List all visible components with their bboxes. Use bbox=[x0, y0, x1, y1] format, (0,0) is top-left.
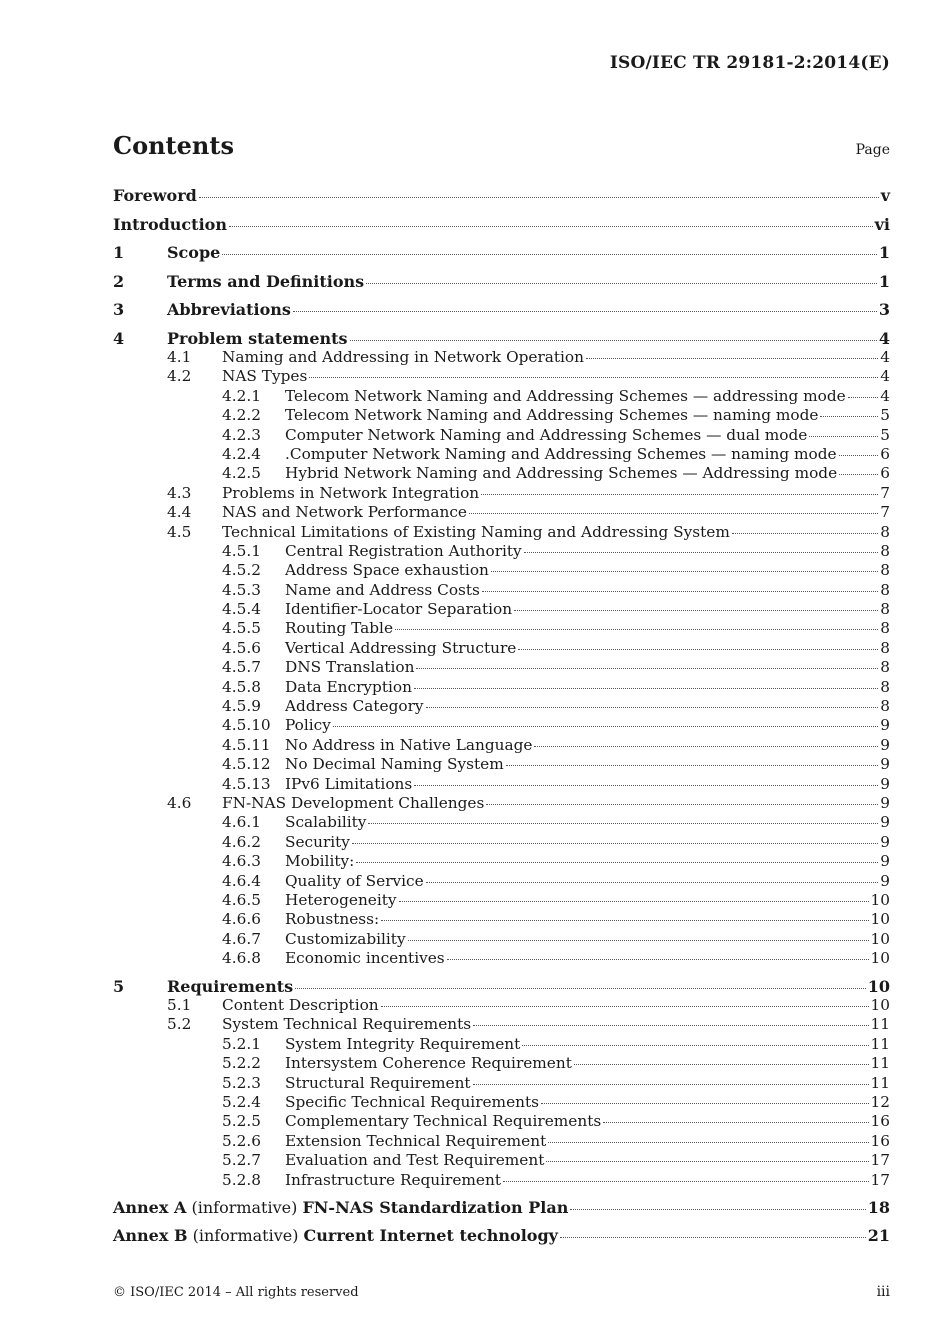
toc-entry-title: Identifier-Locator Separation bbox=[285, 600, 513, 619]
toc-entry[interactable] bbox=[113, 852, 890, 871]
toc-entry-page: 8 bbox=[880, 677, 890, 696]
dot-leader bbox=[395, 629, 878, 630]
dot-leader bbox=[548, 1142, 868, 1143]
toc-entry-page: 5 bbox=[880, 425, 890, 444]
toc-entry[interactable] bbox=[113, 775, 890, 794]
toc-entry-title: Requirements bbox=[167, 976, 294, 996]
dot-leader bbox=[546, 1161, 868, 1162]
toc-entry-number: 4.2.2 bbox=[222, 406, 261, 425]
dot-leader bbox=[381, 1006, 869, 1007]
toc-entry[interactable] bbox=[113, 639, 890, 658]
toc-entry-page: 11 bbox=[870, 1054, 890, 1073]
toc-entry[interactable] bbox=[113, 367, 890, 386]
toc-entry-page: 6 bbox=[880, 464, 890, 483]
dot-leader bbox=[416, 668, 878, 669]
toc-entry-number: 4.5 bbox=[167, 522, 192, 541]
toc-entry-page: 9 bbox=[880, 735, 890, 754]
toc-entry-title: IPv6 Limitations bbox=[285, 774, 413, 793]
dot-leader bbox=[570, 1209, 865, 1210]
toc-entry-title: Data Encryption bbox=[285, 677, 412, 696]
toc-entry[interactable] bbox=[113, 930, 890, 949]
dot-leader bbox=[522, 1045, 868, 1046]
toc-entry-page: 18 bbox=[867, 1197, 890, 1217]
toc-entry-title: Content Description bbox=[222, 996, 379, 1014]
dot-leader bbox=[295, 988, 866, 989]
toc-entry-title: Policy bbox=[285, 716, 331, 735]
toc-entry-page: 9 bbox=[880, 755, 890, 774]
page-title: Contents bbox=[113, 131, 234, 160]
toc-entry[interactable] bbox=[113, 736, 890, 755]
toc-entry-title: No Address in Native Language bbox=[285, 735, 533, 754]
toc-entry-title: Routing Table bbox=[285, 619, 393, 638]
toc-entry-number: 4.3 bbox=[167, 483, 192, 502]
toc-entry-number: 5.2.6 bbox=[222, 1131, 261, 1150]
toc-entry-number: 4.5.9 bbox=[222, 697, 261, 716]
toc-entry-page: 10 bbox=[870, 929, 890, 948]
toc-entry[interactable] bbox=[113, 600, 890, 619]
dot-leader bbox=[524, 552, 879, 553]
toc-entry-title: Problem statements bbox=[167, 328, 348, 348]
toc-entry-number: 4 bbox=[113, 328, 125, 348]
annex-type: (informative) bbox=[186, 1197, 303, 1217]
toc-entry-number: 4.5.3 bbox=[222, 580, 261, 599]
toc-entry-title: FN-NAS Development Challenges bbox=[222, 793, 485, 812]
dot-leader bbox=[473, 1025, 868, 1026]
toc-entry-title: Central Registration Authority bbox=[285, 541, 522, 560]
toc-entry[interactable] bbox=[113, 1171, 890, 1190]
toc-entry-page: 3 bbox=[878, 300, 890, 319]
toc-entry-page: 8 bbox=[880, 522, 890, 541]
toc-entry[interactable] bbox=[113, 1112, 890, 1131]
dot-leader bbox=[514, 610, 878, 611]
toc-entry-number: 4.2.5 bbox=[222, 464, 261, 483]
toc-entry-page: 4 bbox=[880, 386, 890, 405]
dot-leader bbox=[732, 533, 878, 534]
toc-entry-number: 5.2.3 bbox=[222, 1073, 261, 1092]
toc-entry[interactable] bbox=[113, 581, 890, 600]
toc-entry-page: 9 bbox=[880, 871, 890, 890]
toc-entry-number: 4.6.5 bbox=[222, 890, 261, 909]
toc-entry-number: 4.5.1 bbox=[222, 541, 261, 560]
toc-entry-page: 8 bbox=[880, 619, 890, 638]
toc-entry[interactable] bbox=[113, 445, 890, 464]
toc-entry-title: System Technical Requirements bbox=[222, 1015, 472, 1034]
toc-entry[interactable] bbox=[113, 1054, 890, 1073]
toc-entry-page: 11 bbox=[870, 1034, 890, 1053]
toc-entry[interactable] bbox=[113, 1226, 890, 1255]
toc-entry-title: Hybrid Network Naming and Addressing Schemes — Addressing mode bbox=[285, 464, 838, 483]
toc-entry[interactable] bbox=[113, 484, 890, 503]
toc-entry-page: 9 bbox=[880, 774, 890, 793]
toc-entry[interactable] bbox=[113, 186, 890, 215]
toc-entry[interactable] bbox=[113, 949, 890, 968]
toc-entry-title: Intersystem Coherence Requirement bbox=[285, 1054, 572, 1073]
toc-entry[interactable] bbox=[113, 426, 890, 445]
dot-leader bbox=[222, 254, 877, 255]
toc-entry-page: 21 bbox=[867, 1226, 890, 1246]
dot-leader bbox=[352, 843, 878, 844]
dot-leader bbox=[309, 377, 878, 378]
toc-entry-title: NAS Types bbox=[222, 367, 308, 386]
toc-entry[interactable] bbox=[113, 300, 890, 329]
dot-leader bbox=[586, 358, 878, 359]
toc-entry[interactable] bbox=[113, 387, 890, 406]
toc-entry-number: 4.5.11 bbox=[222, 735, 271, 754]
toc-entry-number: 4.1 bbox=[167, 348, 192, 366]
toc-entry-page: 9 bbox=[880, 852, 890, 871]
toc-entry-number: 4.5.5 bbox=[222, 619, 261, 638]
toc-entry[interactable] bbox=[113, 619, 890, 638]
toc-entry[interactable] bbox=[113, 503, 890, 522]
toc-entry-title: Customizability bbox=[285, 929, 406, 948]
toc-entry-number: 5.2 bbox=[167, 1015, 192, 1034]
toc-entry-title bbox=[113, 1226, 558, 1246]
dot-leader bbox=[229, 226, 873, 227]
dot-leader bbox=[534, 746, 878, 747]
toc-entry-page: 8 bbox=[880, 541, 890, 560]
toc-entry-title: Evaluation and Test Requirement bbox=[285, 1151, 545, 1170]
toc-entry-number: 4.5.4 bbox=[222, 600, 261, 619]
dot-leader bbox=[399, 901, 869, 902]
toc-entry-page: 4 bbox=[880, 348, 890, 366]
toc-entry-number: 2 bbox=[113, 271, 125, 291]
toc-entry[interactable] bbox=[113, 891, 890, 910]
toc-entry-page: 11 bbox=[870, 1073, 890, 1092]
toc-entry-title: Introduction bbox=[113, 214, 227, 234]
toc-entry-number: 4.2 bbox=[167, 367, 192, 386]
toc-entry[interactable] bbox=[113, 1035, 890, 1054]
toc-entry-page: 12 bbox=[870, 1092, 890, 1111]
dot-leader bbox=[366, 283, 877, 284]
toc-entry-title: Foreword bbox=[113, 186, 197, 205]
toc-entry-page: 17 bbox=[870, 1151, 890, 1170]
toc-entry-number: 4.6.6 bbox=[222, 910, 261, 929]
toc-entry-title: Economic incentives bbox=[285, 949, 445, 968]
annex-type: (informative) bbox=[187, 1226, 304, 1246]
dot-leader bbox=[486, 804, 878, 805]
toc-entry[interactable] bbox=[113, 678, 890, 697]
toc-entry-number: 5.1 bbox=[167, 996, 192, 1014]
toc-entry-title: Abbreviations bbox=[167, 300, 291, 319]
dot-leader bbox=[333, 726, 878, 727]
toc-entry-number: 4.2.1 bbox=[222, 386, 261, 405]
toc-entry[interactable] bbox=[113, 658, 890, 677]
dot-leader bbox=[447, 959, 869, 960]
toc-entry-title: DNS Translation bbox=[285, 658, 415, 677]
toc-entry[interactable] bbox=[113, 697, 890, 716]
dot-leader bbox=[574, 1064, 869, 1065]
toc-entry-title: System Integrity Requirement bbox=[285, 1034, 521, 1053]
toc-entry[interactable] bbox=[113, 464, 890, 483]
toc-entry-page: 9 bbox=[880, 793, 890, 812]
toc-entry[interactable] bbox=[113, 1074, 890, 1093]
toc-entry-number: 4.5.8 bbox=[222, 677, 261, 696]
toc-entry-title bbox=[113, 1198, 568, 1218]
toc-entry-title: Telecom Network Naming and Addressing Schemes — addressing mode bbox=[285, 386, 846, 405]
dot-leader bbox=[839, 455, 879, 456]
dot-leader bbox=[414, 688, 878, 689]
toc-entry-page: 8 bbox=[880, 697, 890, 716]
toc-entry[interactable] bbox=[113, 996, 890, 1015]
toc-entry-title: Address Category bbox=[285, 697, 424, 716]
toc-entry-page: 5 bbox=[880, 406, 890, 425]
toc-entry[interactable] bbox=[113, 243, 890, 272]
toc-entry-title: Robustness: bbox=[285, 910, 380, 929]
annex-label: Annex A bbox=[113, 1197, 187, 1217]
toc-entry-number: 5.2.8 bbox=[222, 1170, 261, 1189]
toc-entry-title: .Computer Network Naming and Addressing Schemes — naming mode bbox=[285, 444, 837, 463]
page-column-label: Page bbox=[855, 142, 890, 158]
dot-leader bbox=[603, 1122, 868, 1123]
dot-leader bbox=[506, 765, 879, 766]
toc-entry-number: 4.6.7 bbox=[222, 929, 261, 948]
dot-leader bbox=[473, 1084, 869, 1085]
toc-entry-page: 4 bbox=[880, 367, 890, 386]
toc-entry-number: 4.5.10 bbox=[222, 716, 271, 735]
dot-leader bbox=[848, 397, 879, 398]
toc-entry-page: 10 bbox=[870, 890, 890, 909]
toc-entry-number: 5.2.2 bbox=[222, 1054, 261, 1073]
toc-entry-title: NAS and Network Performance bbox=[222, 503, 467, 522]
dot-leader bbox=[426, 882, 879, 883]
toc-entry[interactable] bbox=[113, 716, 890, 735]
toc-entry-page: 8 bbox=[880, 580, 890, 599]
toc-entry-number: 4.2.4 bbox=[222, 444, 261, 463]
toc-entry-page: 7 bbox=[880, 483, 890, 502]
toc-entry[interactable] bbox=[113, 348, 890, 367]
dot-leader bbox=[368, 823, 878, 824]
toc-entry[interactable] bbox=[113, 1015, 890, 1034]
toc-entry-title: Structural Requirement bbox=[285, 1073, 471, 1092]
toc-entry-number: 4.5.6 bbox=[222, 638, 261, 657]
toc-entry-title: Computer Network Naming and Addressing Schemes — dual mode bbox=[285, 425, 808, 444]
toc-entry-number: 5.2.7 bbox=[222, 1151, 261, 1170]
dot-leader bbox=[293, 311, 877, 312]
dot-leader bbox=[839, 474, 878, 475]
toc-entry-page: 9 bbox=[880, 813, 890, 832]
toc-entry-title: Mobility: bbox=[285, 852, 355, 871]
toc-entry-title: Infrastructure Requirement bbox=[285, 1170, 501, 1189]
dot-leader bbox=[481, 494, 878, 495]
toc-entry-title: Heterogeneity bbox=[285, 890, 397, 909]
dot-leader bbox=[414, 785, 878, 786]
dot-leader bbox=[541, 1103, 869, 1104]
toc-entry-title: Specific Technical Requirements bbox=[285, 1092, 539, 1111]
toc-entry[interactable] bbox=[113, 523, 890, 542]
toc-entry-number: 4.5.13 bbox=[222, 774, 271, 793]
toc-entry-page: 1 bbox=[878, 243, 890, 262]
toc-entry-title: Naming and Addressing in Network Operation bbox=[222, 348, 584, 366]
toc-entry-number: 4.2.3 bbox=[222, 425, 261, 444]
toc-entry-page: 17 bbox=[870, 1170, 890, 1189]
toc-entry-number: 4.5.12 bbox=[222, 755, 271, 774]
toc-entry-number: 3 bbox=[113, 300, 125, 319]
toc-entry[interactable] bbox=[113, 272, 890, 301]
toc-entry[interactable] bbox=[113, 755, 890, 774]
toc-entry-page: v bbox=[880, 186, 890, 205]
toc-entry-title: Quality of Service bbox=[285, 871, 424, 890]
toc-entry[interactable] bbox=[113, 1093, 890, 1112]
dot-leader bbox=[426, 707, 879, 708]
toc-entry[interactable] bbox=[113, 833, 890, 852]
toc-entry-number: 4.6.8 bbox=[222, 949, 261, 968]
annex-title: Current Internet technology bbox=[303, 1226, 558, 1246]
toc-entry-number: 5.2.5 bbox=[222, 1112, 261, 1131]
dot-leader bbox=[560, 1237, 866, 1238]
toc-entry-title: Terms and Definitions bbox=[167, 271, 365, 291]
toc-entry-page: 16 bbox=[870, 1131, 890, 1150]
toc-entry-number: 4.5.2 bbox=[222, 561, 261, 580]
annex-title: FN-NAS Standardization Plan bbox=[302, 1197, 569, 1217]
annex-label: Annex B bbox=[113, 1226, 188, 1246]
toc-entry-title: Scope bbox=[167, 243, 221, 262]
toc-entry-number: 5.2.1 bbox=[222, 1034, 261, 1053]
table-of-contents bbox=[113, 186, 890, 1255]
toc-entry-title: Complementary Technical Requirements bbox=[285, 1112, 602, 1131]
toc-entry-number: 4.6 bbox=[167, 793, 192, 812]
toc-entry-page: 9 bbox=[880, 716, 890, 735]
toc-entry-page: 8 bbox=[880, 561, 890, 580]
toc-entry[interactable] bbox=[113, 813, 890, 832]
toc-entry-page: 10 bbox=[870, 910, 890, 929]
toc-entry-number: 4.5.7 bbox=[222, 658, 261, 677]
dot-leader bbox=[503, 1181, 869, 1182]
toc-entry-title: Vertical Addressing Structure bbox=[285, 638, 517, 657]
toc-entry[interactable] bbox=[113, 872, 890, 891]
dot-leader bbox=[518, 649, 878, 650]
toc-entry-page: 7 bbox=[880, 503, 890, 522]
toc-entry[interactable] bbox=[113, 794, 890, 813]
dot-leader bbox=[809, 436, 878, 437]
toc-entry-page: 8 bbox=[880, 600, 890, 619]
toc-entry-page: 10 bbox=[870, 949, 890, 968]
toc-entry-page: 8 bbox=[880, 638, 890, 657]
toc-entry-title: Problems in Network Integration bbox=[222, 483, 480, 502]
toc-entry-title: Technical Limitations of Existing Naming and Addressing System bbox=[222, 522, 730, 541]
toc-entry-title: No Decimal Naming System bbox=[285, 755, 504, 774]
toc-entry-page: vi bbox=[874, 214, 890, 234]
page-number: iii bbox=[876, 1284, 890, 1300]
toc-entry-number: 4.4 bbox=[167, 503, 192, 522]
toc-entry[interactable] bbox=[113, 542, 890, 561]
toc-entry-number: 4.6.4 bbox=[222, 871, 261, 890]
dot-leader bbox=[820, 416, 878, 417]
dot-leader bbox=[381, 920, 868, 921]
toc-entry-number: 1 bbox=[113, 243, 125, 262]
dot-leader bbox=[199, 197, 879, 198]
toc-entry-number: 5.2.4 bbox=[222, 1092, 261, 1111]
toc-entry[interactable] bbox=[113, 1151, 890, 1170]
toc-entry-page: 4 bbox=[878, 328, 890, 348]
toc-entry[interactable] bbox=[113, 1198, 890, 1227]
toc-entry-number: 4.6.2 bbox=[222, 832, 261, 851]
dot-leader bbox=[482, 591, 878, 592]
toc-entry[interactable] bbox=[113, 1132, 890, 1151]
toc-entry-title: Name and Address Costs bbox=[285, 580, 480, 599]
copyright-notice: © ISO/IEC 2014 – All rights reserved bbox=[113, 1285, 359, 1300]
toc-entry-number: 5 bbox=[113, 976, 125, 996]
toc-entry-page: 1 bbox=[878, 271, 890, 291]
dot-leader bbox=[356, 862, 878, 863]
toc-entry[interactable] bbox=[113, 406, 890, 425]
toc-entry-page: 16 bbox=[870, 1112, 890, 1131]
toc-entry-page: 8 bbox=[880, 658, 890, 677]
dot-leader bbox=[469, 513, 878, 514]
document-code: ISO/IEC TR 29181-2:2014(E) bbox=[609, 53, 890, 73]
toc-entry-title: Security bbox=[285, 832, 350, 851]
toc-entry-number: 4.6.3 bbox=[222, 852, 261, 871]
toc-entry-page: 11 bbox=[870, 1015, 890, 1034]
toc-entry[interactable] bbox=[113, 215, 890, 244]
toc-entry[interactable] bbox=[113, 561, 890, 580]
toc-entry-title: Telecom Network Naming and Addressing Schemes — naming mode bbox=[285, 406, 819, 425]
toc-entry-page: 6 bbox=[880, 444, 890, 463]
toc-entry-title: Extension Technical Requirement bbox=[285, 1131, 547, 1150]
toc-entry-title: Address Space exhaustion bbox=[285, 561, 489, 580]
toc-entry-title: Scalability bbox=[285, 813, 367, 832]
dot-leader bbox=[350, 340, 877, 341]
toc-entry-page: 10 bbox=[870, 996, 890, 1014]
toc-entry[interactable] bbox=[113, 910, 890, 929]
toc-entry-number: 4.6.1 bbox=[222, 813, 261, 832]
toc-entry-page: 9 bbox=[880, 832, 890, 851]
dot-leader bbox=[491, 571, 878, 572]
dot-leader bbox=[408, 940, 869, 941]
toc-entry-page: 10 bbox=[867, 976, 890, 996]
